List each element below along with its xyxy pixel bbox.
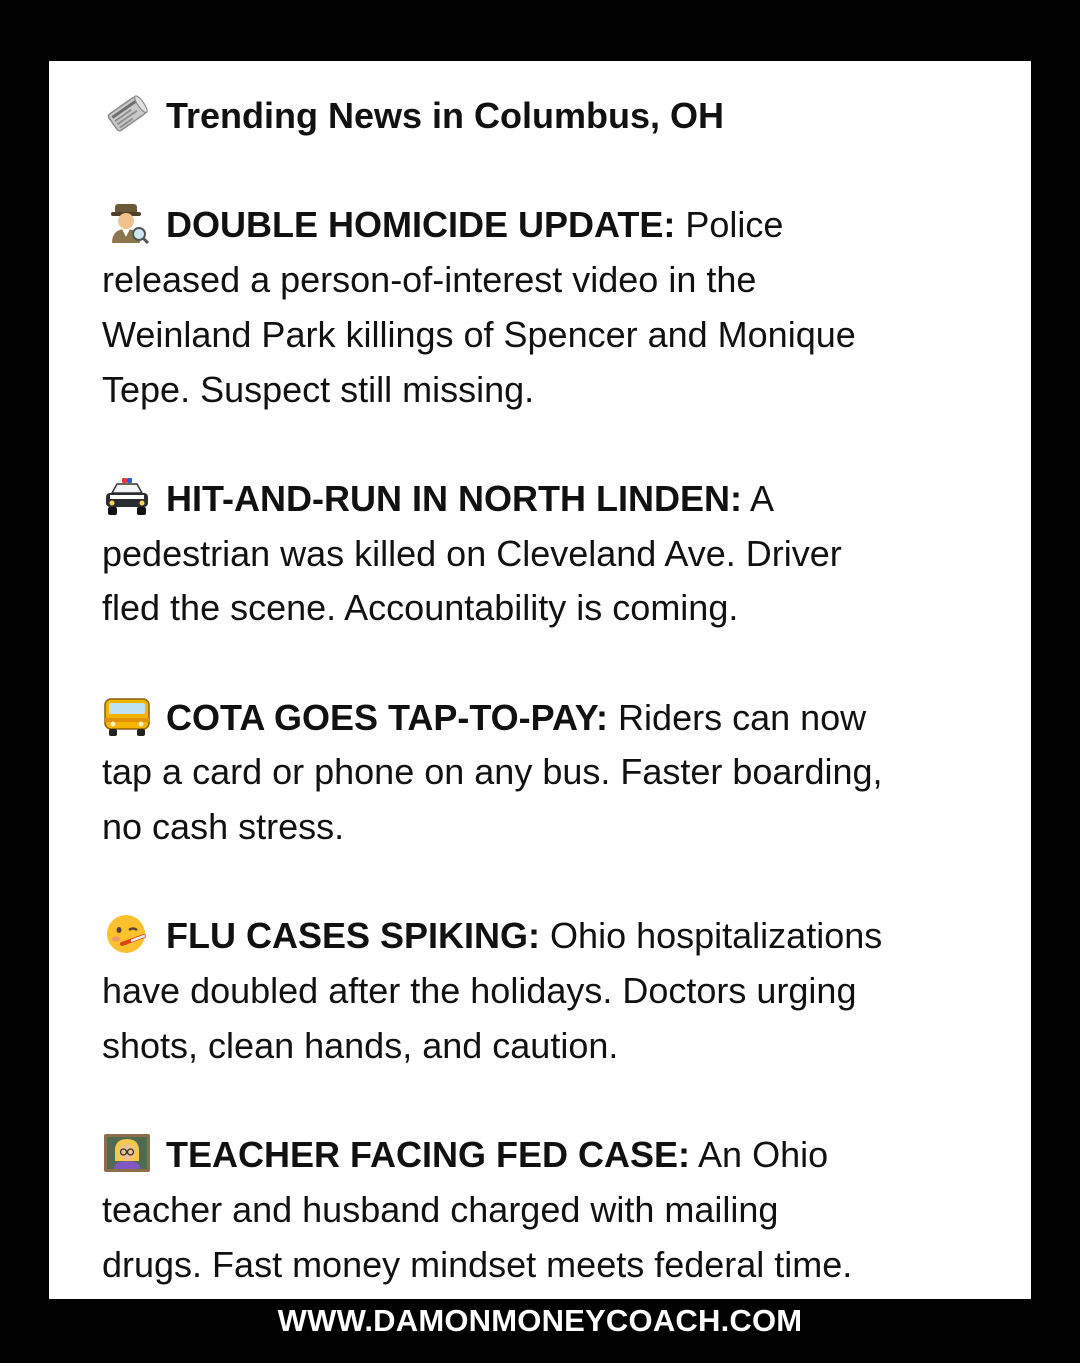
story-headline: COTA GOES TAP-TO-PAY:	[166, 696, 609, 738]
news-item	[102, 691, 992, 855]
story-headline: HIT-AND-RUN IN NORTH LINDEN:	[166, 477, 742, 519]
story-text-line: A	[749, 477, 774, 519]
thermometer-face-icon	[102, 912, 152, 956]
news-item	[102, 909, 992, 1073]
story-text-line: Police	[685, 204, 784, 246]
police-car-icon	[102, 475, 152, 519]
news-item	[102, 1128, 992, 1292]
news-content	[102, 89, 992, 1292]
teacher-icon	[102, 1131, 152, 1175]
story-text-line: Ohio hospitalizations	[550, 915, 883, 957]
story-headline: FLU CASES SPIKING:	[166, 915, 541, 957]
page-title-text: Trending News in Columbus, OH	[166, 95, 725, 136]
story-text-line: tap a card or phone on any bus. Faster boarding,	[102, 751, 883, 793]
news-item	[102, 198, 992, 417]
bus-icon	[102, 694, 152, 738]
story-text-line: no cash stress.	[102, 806, 345, 848]
story-headline: DOUBLE HOMICIDE UPDATE:	[166, 204, 676, 246]
story-text-line: Tepe. Suspect still missing.	[102, 368, 535, 410]
story-text-line: teacher and husband charged with mailing	[102, 1188, 779, 1230]
story-text-line: fled the scene. Accountability is coming.	[102, 587, 739, 629]
story-headline: TEACHER FACING FED CASE:	[166, 1134, 691, 1176]
detective-icon	[102, 201, 152, 245]
story-text-line: shots, clean hands, and caution.	[102, 1024, 619, 1066]
story-text-line: An Ohio	[698, 1134, 829, 1176]
story-text-line: have doubled after the holidays. Doctors urging	[102, 970, 857, 1012]
story-text-line: drugs. Fast money mindset meets federal time.	[102, 1243, 853, 1285]
footer-website: WWW.DAMONMONEYCOACH.COM	[277, 1303, 803, 1338]
page-title	[102, 89, 992, 144]
news-card	[49, 61, 1031, 1299]
story-text-line: released a person-of-interest video in the	[102, 259, 757, 301]
story-text-line: Riders can now	[618, 696, 867, 738]
news-item	[102, 472, 992, 636]
newspaper-icon	[102, 92, 152, 136]
story-text-line: pedestrian was killed on Cleveland Ave. Driver	[102, 532, 842, 574]
story-text-line: Weinland Park killings of Spencer and Monique	[102, 313, 856, 355]
